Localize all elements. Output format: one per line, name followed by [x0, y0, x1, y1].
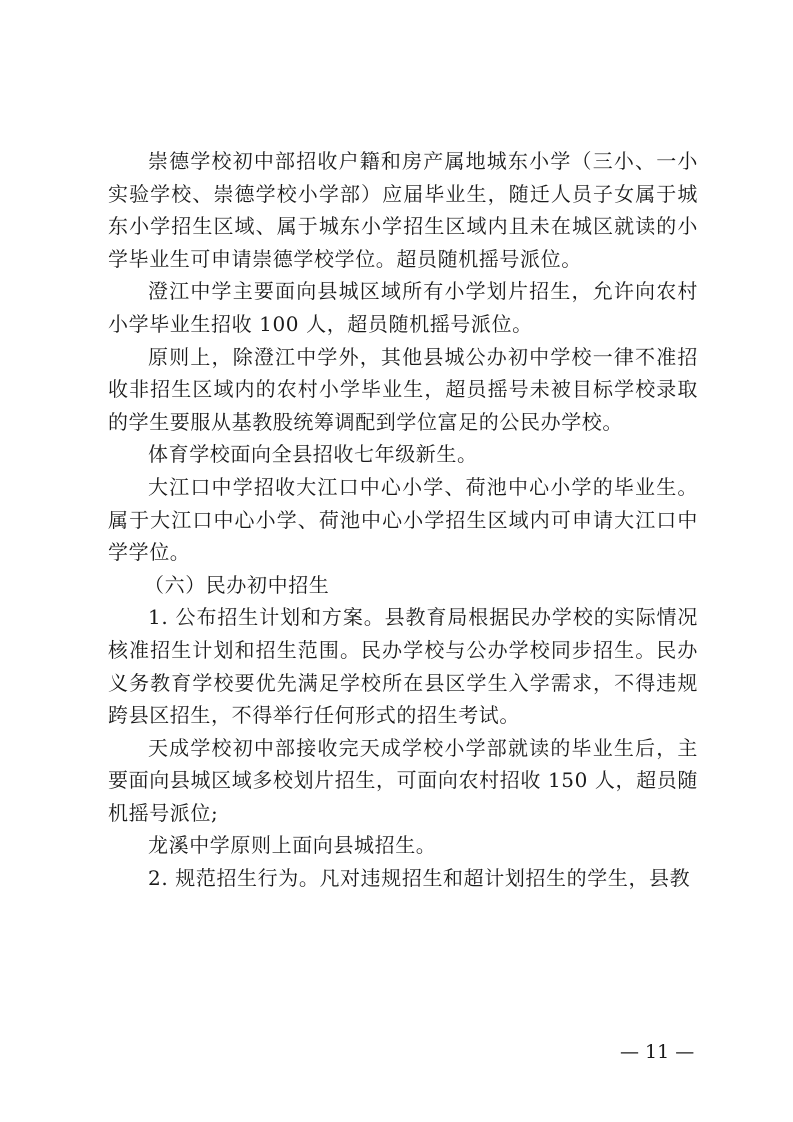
page-number: — 11 —	[620, 1041, 695, 1063]
paragraph-longxi: 龙溪中学原则上面向县城招生。	[148, 833, 437, 858]
paragraph-sports-school: 体育学校面向全县招收七年级新生。	[148, 442, 478, 467]
document-body	[108, 145, 698, 895]
section-heading-private-middle-school: （六）民办初中招生	[144, 572, 330, 597]
paragraph-principle: 原则上，除澄江中学外，其他县城公办初中学校一律不准招收非招生区域内的农村小学毕业生，超员摇号未被目标学校录取的学生要服从基教股统筹调配到学位富足的公民办学校。	[108, 344, 698, 434]
paragraph-regulate: 2. 规范招生行为。凡对违规招生和超计划招生的学生，县教	[148, 866, 691, 891]
paragraph-dajiangkou: 大江口中学招收大江口中心小学、荷池中心小学的毕业生。属于大江口中心小学、荷池中心小学招生区域内可申请大江口中学学位。	[108, 474, 698, 565]
paragraph-publish-plan: 1. 公布招生计划和方案。县教育局根据民办学校的实际情况核准招生计划和招生范围。民办学校与公办学校同步招生。民办义务教育学校要优先满足学校所在县区学生入学需求，不得违规跨县区招生，不得举行任何形式的招生考试。	[108, 605, 698, 728]
paragraph-tiancheng: 天成学校初中部接收完天成学校小学部就读的毕业生后，主要面向县城区域多校划片招生，可面向农村招收 150 人，超员随机摇号派位;	[108, 735, 698, 825]
paragraph-chongde: 崇德学校初中部招收户籍和房产属地城东小学（三小、一小实验学校、崇德学校小学部）应届毕业生，随迁人员子女属于城东小学招生区域、属于城东小学招生区域内且未在城区就读的小学毕业生可申请崇德学校学位。超员随机摇号派位。	[108, 149, 698, 271]
paragraph-chengjiang: 澄江中学主要面向县城区域所有小学划片招生，允许向农村小学毕业生招收 100 人，超员随机摇号派位。	[108, 279, 698, 336]
